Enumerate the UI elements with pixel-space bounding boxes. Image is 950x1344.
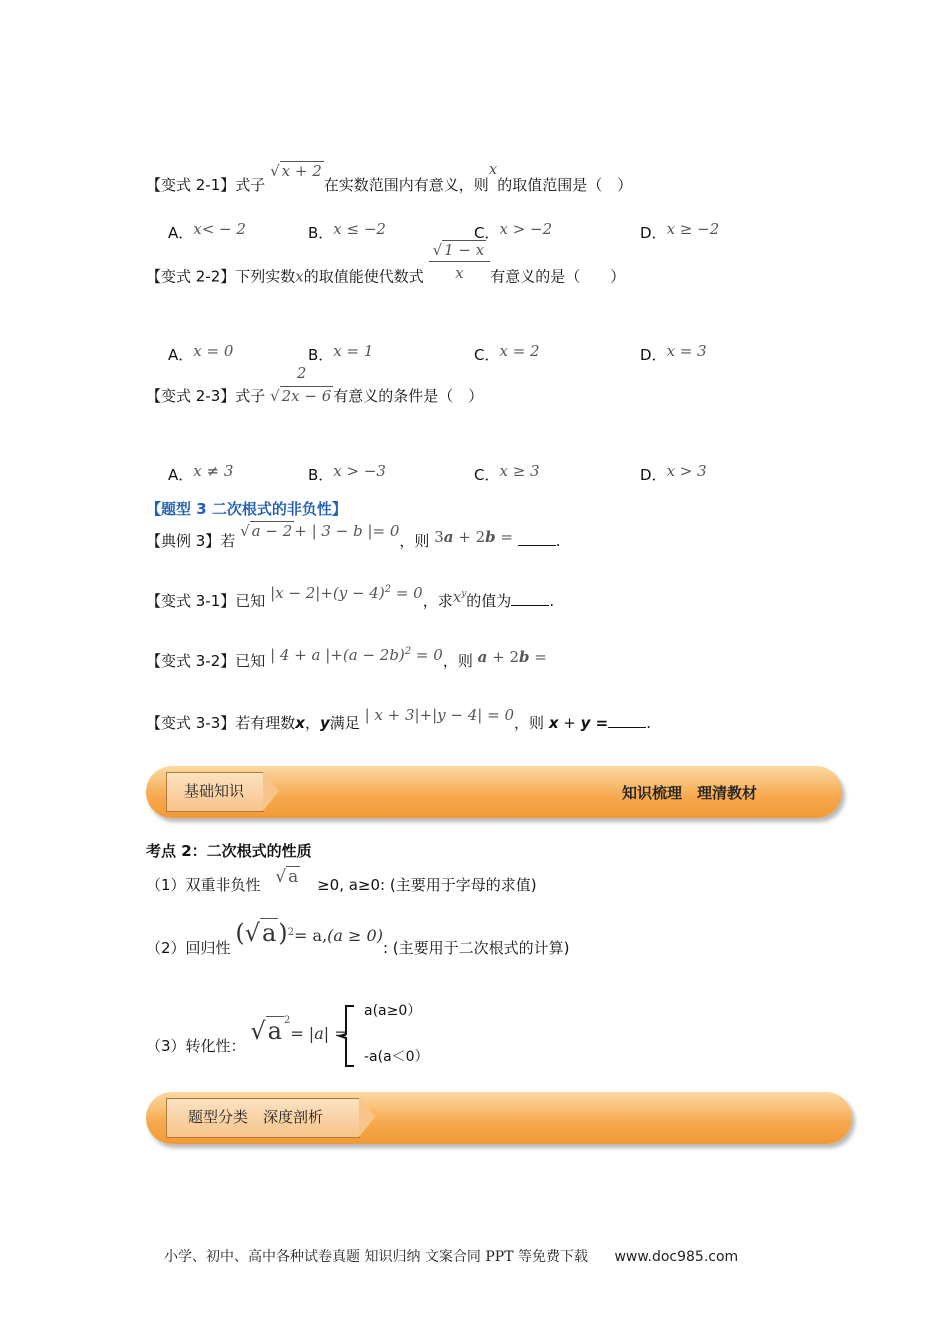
option-d[interactable] xyxy=(640,222,719,243)
kp-title: 考点 2：二次根式的性质 xyxy=(146,842,312,860)
option-a[interactable] xyxy=(168,344,233,365)
question-3-1 xyxy=(146,584,555,611)
radicand: x + 2 xyxy=(281,162,322,180)
example-3 xyxy=(146,522,561,551)
target-expr xyxy=(549,714,608,732)
option-expr: x ≥ 3 xyxy=(499,462,540,480)
question-label: 【变式 3-3】 xyxy=(146,714,236,732)
question-text: 下列实数 xyxy=(235,267,296,286)
radicand: 1 − x xyxy=(444,241,485,259)
expr-text: = a, xyxy=(294,926,328,945)
exponent: 2 xyxy=(287,927,295,938)
question-text: ，则 xyxy=(514,714,545,732)
variable-b: b xyxy=(519,648,530,666)
variable-x: x xyxy=(295,714,305,732)
property-1 xyxy=(146,866,537,894)
question-text: 在实数范围内有意义，则 xyxy=(323,176,489,194)
coef: 3 xyxy=(434,528,444,546)
question-label: 【变式 3-1】 xyxy=(146,592,236,610)
option-expr: x< − 2 xyxy=(193,220,246,238)
brace-icon xyxy=(336,1004,356,1068)
operator: = xyxy=(529,648,547,666)
option-expr: x = 1 xyxy=(333,342,374,360)
option-c[interactable] xyxy=(474,464,540,485)
fraction xyxy=(429,240,491,282)
fraction xyxy=(270,364,333,405)
case-1: a(a≥0） xyxy=(364,1003,422,1019)
radicand: 2x − 6 xyxy=(281,387,332,405)
question-text: 有意义的条件是（ ） xyxy=(333,387,484,405)
sqrt-a: √ a xyxy=(275,867,299,887)
condition-expr: | x + 3|+|y − 4| = 0 xyxy=(364,706,515,724)
section-title: 【题型 3 二次根式的非负性】 xyxy=(146,500,347,518)
property-3 xyxy=(146,1006,348,1055)
question-text: 若 xyxy=(220,532,236,550)
footer-text: 小学、初中、高中各种试卷真题 知识归纳 文案合同 PPT 等免费下载 xyxy=(164,1249,588,1265)
option-letter: D． xyxy=(640,466,667,484)
condition-expr xyxy=(270,584,423,602)
variable-a: a xyxy=(477,648,488,666)
sqrt-squared: (√a) xyxy=(235,919,288,947)
condition: (a ≥ 0) xyxy=(327,926,383,945)
question-text: ，则 xyxy=(442,652,473,670)
option-expr: x ≠ 3 xyxy=(193,462,234,480)
property-text: ≥0, a≥0: (主要用于字母的求值) xyxy=(317,876,537,894)
option-d[interactable] xyxy=(640,464,707,485)
variable-a: a xyxy=(443,528,454,546)
operator: = xyxy=(495,528,513,546)
expr-text: = 0 xyxy=(391,584,423,602)
question-3-3 xyxy=(146,706,651,733)
tag-arrow-icon xyxy=(359,1097,375,1137)
option-expr: x = 3 xyxy=(666,342,707,360)
option-letter: C． xyxy=(474,224,500,242)
punctuation: . xyxy=(646,714,651,732)
option-b[interactable] xyxy=(308,222,386,243)
footer-link[interactable]: www.doc985.com xyxy=(614,1249,739,1265)
exponent: y xyxy=(461,589,467,599)
radicand: a − 2 xyxy=(251,522,293,540)
option-expr: x > −3 xyxy=(333,462,386,480)
property-label: （2）回归性 xyxy=(146,939,231,957)
radicand: a xyxy=(261,919,277,947)
answer-blank[interactable] xyxy=(511,604,549,606)
option-expr: x ≤ −2 xyxy=(333,220,386,238)
expr-text: = 0 xyxy=(411,646,443,664)
option-expr: x ≥ −2 xyxy=(666,220,720,238)
question-text: 已知 xyxy=(235,592,266,610)
question-label: 【典例 3】 xyxy=(146,532,221,550)
numerator: 2 xyxy=(296,364,307,382)
variable-y: y xyxy=(580,714,591,732)
option-expr: x = 0 xyxy=(193,342,234,360)
operator: + 2 xyxy=(453,528,486,546)
question-label: 【变式 2-3】 xyxy=(146,387,236,405)
option-letter: A． xyxy=(168,224,194,242)
radicand: a xyxy=(288,867,299,887)
option-letter: A． xyxy=(168,466,194,484)
banner-right-text: 知识梳理 理清教材 xyxy=(622,784,758,802)
option-letter: B． xyxy=(308,224,334,242)
exponent: 2 xyxy=(384,584,392,595)
property-2 xyxy=(146,918,570,957)
radicand: a xyxy=(267,1017,282,1045)
variable: x xyxy=(295,267,304,286)
punctuation: . xyxy=(549,592,555,610)
target-expr xyxy=(478,648,547,666)
exponent: 2 xyxy=(283,1015,291,1026)
expr-text: = |a| = xyxy=(290,1024,348,1043)
question-text: 的值为 xyxy=(466,592,512,610)
option-expr: x > 3 xyxy=(666,462,707,480)
option-a[interactable] xyxy=(168,222,246,243)
variable: x xyxy=(488,160,498,178)
variable-b: b xyxy=(485,528,496,546)
question-2-2 xyxy=(146,241,626,298)
question-label: 【变式 3-2】 xyxy=(146,652,236,670)
property-label: （1）双重非负性 xyxy=(146,876,261,894)
operator: + 2 xyxy=(487,648,519,666)
expr-text: |x − 2|+(y − 4) xyxy=(270,584,385,602)
exponent: 2 xyxy=(404,646,412,657)
denominator: x xyxy=(455,264,464,282)
expr-text: + | 3 − b |= 0 xyxy=(294,522,400,540)
option-letter: B． xyxy=(308,346,334,364)
property-text: : (主要用于二次根式的计算) xyxy=(382,939,570,957)
variable-x: x xyxy=(548,714,559,732)
answer-blank[interactable] xyxy=(518,544,556,546)
question-text: 有意义的是（ ） xyxy=(490,267,626,286)
option-letter: A． xyxy=(168,346,194,364)
option-b[interactable] xyxy=(308,344,373,365)
question-2-1 xyxy=(146,160,632,196)
option-expr: x > −2 xyxy=(499,220,553,238)
option-a[interactable] xyxy=(168,464,233,485)
question-text: ，求 xyxy=(422,592,453,610)
property-label: （3）转化性： xyxy=(146,1037,246,1055)
question-3-2 xyxy=(146,646,547,671)
banner-tag-label: 题型分类 深度剖析 xyxy=(188,1108,324,1126)
sqrt-a-squared: √a xyxy=(250,1017,282,1045)
question-text: 若有理数 xyxy=(235,714,296,732)
question-label: 【变式 2-1】 xyxy=(146,176,236,194)
option-letter: D． xyxy=(640,224,667,242)
question-text: 式子 xyxy=(235,387,266,405)
option-d[interactable] xyxy=(640,344,707,365)
option-letter: D． xyxy=(640,346,667,364)
operator: + xyxy=(558,714,581,732)
case-2: -a(a＜0） xyxy=(364,1049,429,1065)
option-letter: C． xyxy=(474,346,500,364)
option-letter: C． xyxy=(474,466,500,484)
question-text: 的取值能使代数式 xyxy=(303,267,424,286)
option-letter: B． xyxy=(308,466,334,484)
tag-arrow-icon xyxy=(263,771,279,811)
expr-text: | 4 + a |+(a − 2b) xyxy=(270,646,405,664)
sqrt-expression: √ x + 2 xyxy=(270,162,322,180)
option-expr: x = 2 xyxy=(499,342,540,360)
answer-blank[interactable] xyxy=(608,726,646,728)
base: x xyxy=(452,588,462,606)
question-text: 的取值范围是（ ） xyxy=(497,176,633,194)
variable-y: y xyxy=(320,714,330,732)
question-text: ，则 xyxy=(399,532,430,550)
denominator: √ 2x − 6 xyxy=(270,387,332,405)
condition-expr xyxy=(270,646,443,664)
question-2-3 xyxy=(146,364,484,417)
option-c[interactable] xyxy=(474,344,540,365)
punctuation: ， xyxy=(304,714,320,732)
target-expr xyxy=(434,528,513,546)
question-label: 【变式 2-2】 xyxy=(146,267,236,286)
operator: = xyxy=(590,714,609,732)
condition-expr: √ a − 2 + | 3 − b |= 0 xyxy=(240,522,400,540)
punctuation: . xyxy=(555,532,561,550)
question-text: 满足 xyxy=(329,714,360,732)
question-text: 已知 xyxy=(235,652,266,670)
numerator: √ 1 − x xyxy=(429,240,491,262)
footer xyxy=(164,1246,738,1266)
power-expr xyxy=(453,588,467,606)
question-text: 式子 xyxy=(235,176,266,194)
banner-tag-label: 基础知识 xyxy=(184,782,245,800)
option-b[interactable] xyxy=(308,464,386,485)
